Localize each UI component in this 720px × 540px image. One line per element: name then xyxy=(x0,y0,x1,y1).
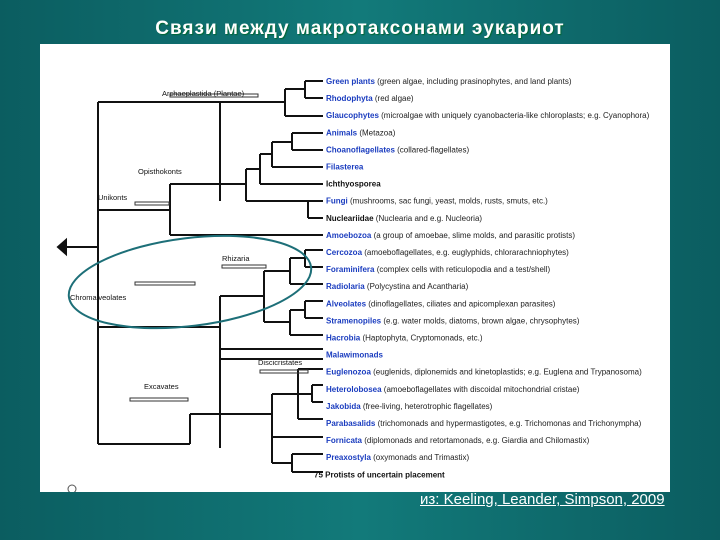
taxon-row xyxy=(326,77,572,86)
clade-label-excavates: Excavates xyxy=(144,382,179,391)
taxon-row xyxy=(326,436,590,445)
clade-label-archaeplastida: Archaeplastida (Plantae) xyxy=(162,89,245,98)
taxon-row xyxy=(326,453,470,462)
taxon-description: (green algae, including prasinophytes, and land plants) xyxy=(374,77,572,86)
taxon-row xyxy=(326,214,482,223)
copyright-icon xyxy=(68,485,76,492)
taxon-name: Animals xyxy=(326,128,358,138)
taxon-description: (microalgae with uniquely cyanobacteria-like chloroplasts; e.g. Cyanophora) xyxy=(378,111,650,121)
taxon-row xyxy=(326,299,556,308)
taxon-name: Foraminifera xyxy=(326,265,375,275)
taxon-description: (amoeboflagellates with discoidal mitochondrial cristae) xyxy=(381,384,580,394)
taxon-name: Heterolobosea xyxy=(326,384,382,394)
slide-title: Связи между макротаксонами эукариот xyxy=(155,18,565,39)
taxon-description: (Metazoa) xyxy=(357,128,396,138)
taxon-name: Amoebozoa xyxy=(326,230,372,240)
rhizaria-bar xyxy=(222,265,266,268)
taxon-description: (mushrooms, sac fungi, yeast, molds, rusts, smuts, etc.) xyxy=(347,196,548,206)
taxon-description: (amoeboflagellates, e.g. euglyphids, chlorarachniophytes) xyxy=(362,248,569,257)
taxon-name: Choanoflagellates xyxy=(326,145,395,155)
taxon-description: (e.g. water molds, diatoms, brown algae, chrysophytes) xyxy=(381,316,580,326)
taxon-name: Glaucophytes xyxy=(326,111,379,121)
unikonts-bar xyxy=(135,202,169,205)
taxon-row xyxy=(326,282,469,291)
taxon-name: Stramenopiles xyxy=(326,316,382,326)
citation: из: Keeling, Leander, Simpson, 2009 xyxy=(420,491,665,508)
taxon-description: (euglenids, diplonemids and kinetoplastids; e.g. Euglena and Trypanosoma) xyxy=(370,367,642,377)
taxon-description: (a group of amoebae, slime molds, and parasitic protists) xyxy=(371,230,575,240)
taxon-row xyxy=(326,197,548,206)
taxon-row xyxy=(326,128,396,137)
taxon-name: 75 Protists of uncertain placement xyxy=(314,470,445,480)
clade-label-discicristates: Discicristates xyxy=(258,358,303,367)
taxon-name: Fungi xyxy=(326,196,348,206)
root-arrow-icon xyxy=(58,240,86,254)
taxon-name: Rhodophyta xyxy=(326,94,373,104)
tree-branches xyxy=(98,81,323,472)
taxon-row xyxy=(326,402,493,411)
clade-label-chromalveolates: Chromalveolates xyxy=(70,293,127,302)
taxon-row xyxy=(326,231,575,240)
taxon-description: (trichomonads and hypermastigotes, e.g. Trichomonas and Trichonympha) xyxy=(375,419,642,428)
taxon-name: Preaxostyla xyxy=(326,453,371,463)
taxon-name: Parabasalids xyxy=(326,419,376,428)
taxon-row xyxy=(326,111,650,120)
taxon-description: (complex cells with reticulopodia and a test/shell) xyxy=(374,265,551,275)
taxon-row xyxy=(326,419,642,428)
taxon-row xyxy=(326,316,580,325)
taxon-name: Filasterea xyxy=(326,162,364,172)
excavates-bar xyxy=(130,398,188,401)
clade-label-opisthokonts: Opisthokonts xyxy=(138,167,182,176)
taxon-description: (collared-flagellates) xyxy=(394,145,470,155)
taxon-name: Ichthyosporea xyxy=(326,179,381,189)
taxon-name: Radiolaria xyxy=(326,282,365,292)
taxon-description: (oxymonads and Trimastix) xyxy=(370,453,470,463)
phylogenetic-tree xyxy=(40,44,670,492)
taxon-description: (Haptophyta, Cryptomonads, etc.) xyxy=(360,333,483,343)
taxon-description: (red algae) xyxy=(372,94,414,104)
taxon-name: Cercozoa xyxy=(326,248,363,257)
taxon-row xyxy=(326,94,414,103)
taxon-name: Green plants xyxy=(326,77,375,86)
chromalveolates-bar xyxy=(135,282,195,285)
taxon-name: Malawimonads xyxy=(326,350,383,360)
taxon-name: Jakobida xyxy=(326,401,361,411)
taxon-row xyxy=(326,368,642,377)
taxon-row xyxy=(326,248,569,257)
taxon-description: (diplomonads and retortamonads, e.g. Giardia and Chilomastix) xyxy=(362,436,590,446)
taxa-list xyxy=(314,77,650,479)
taxon-description: (Polycystina and Acantharia) xyxy=(364,282,469,292)
phylogenetic-tree-figure xyxy=(40,44,670,492)
taxon-name: Alveolates xyxy=(326,299,367,309)
taxon-description: (dinoflagellates, ciliates and apicomplexan parasites) xyxy=(366,299,556,309)
taxon-row xyxy=(326,163,364,172)
taxon-row xyxy=(326,334,483,343)
taxon-name: Hacrobia xyxy=(326,333,361,343)
taxon-name: Euglenozoa xyxy=(326,367,371,377)
taxon-name: Fornicata xyxy=(326,436,363,446)
taxon-row xyxy=(326,385,580,394)
clade-label-unikonts: Unikonts xyxy=(98,193,128,202)
taxon-description: (Nuclearia and e.g. Nucleoria) xyxy=(373,213,483,223)
clade-label-rhizaria: Rhizaria xyxy=(222,254,250,263)
taxon-row xyxy=(314,470,445,479)
taxon-row xyxy=(326,265,550,274)
taxon-description: (free-living, heterotrophic flagellates) xyxy=(360,401,493,411)
taxon-row xyxy=(326,351,383,360)
taxon-row xyxy=(326,180,381,189)
taxon-name: Nucleariidae xyxy=(326,213,374,223)
discicristates-bar xyxy=(260,370,308,373)
taxon-row xyxy=(326,145,469,154)
